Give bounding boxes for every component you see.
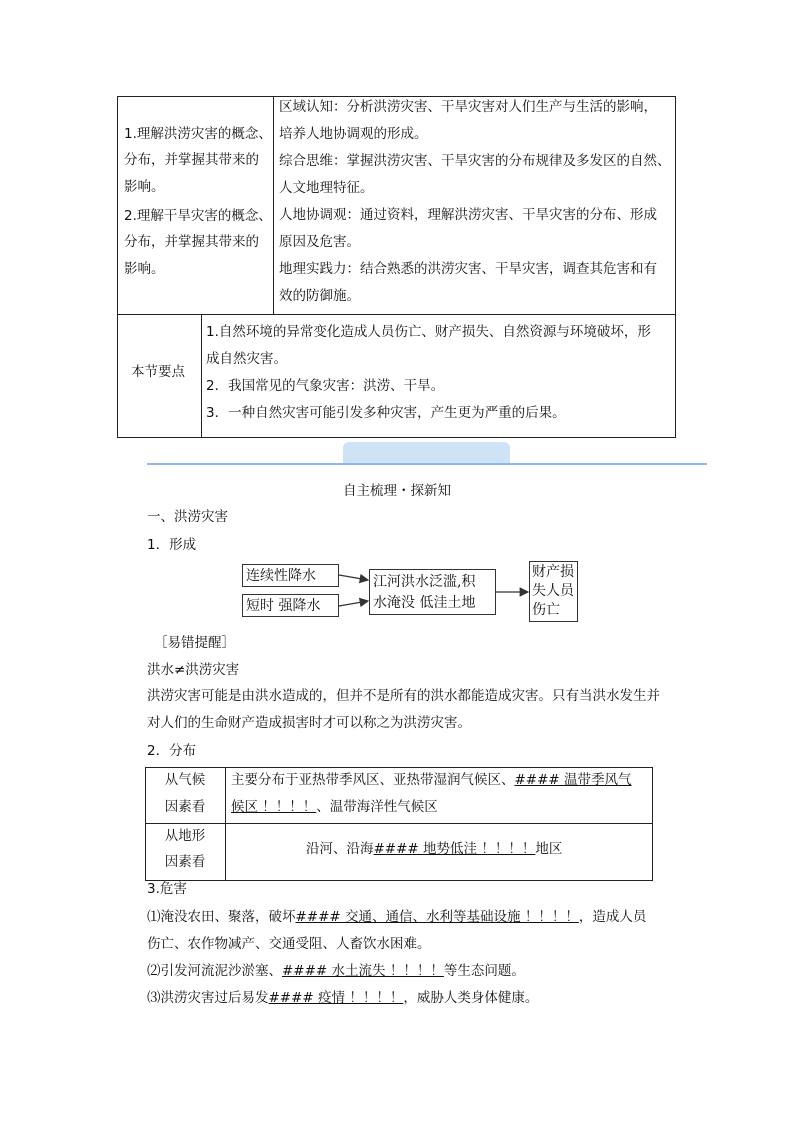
competency-line: 区域认知：分析洪涝灾害、干旱灾害对人们生产与生活的影响， — [279, 99, 657, 115]
flow-box-heavy-rain: 短时 强降水 — [242, 594, 339, 617]
fill-blank: 候区 ！！！！ — [231, 799, 317, 815]
fill-blank: #### 疫情 ！！！！ — [268, 990, 404, 1006]
subheading-harm: 3.危害 — [147, 881, 187, 897]
key-point-line: 成自然灾害。 — [206, 351, 287, 367]
harm-item-1: ⑴淹没农田、聚落，破坏#### 交通、通信、水利等基础设施 ！！！！，造成人员 — [147, 909, 647, 925]
warning-text: 洪涝灾害可能是由洪水造成的，但并不是所有的洪水都能造成灾害。只有当洪水发生并 — [147, 688, 660, 704]
objective-line: 2.理解干旱灾害的概念、 — [124, 208, 272, 224]
flow-box-continuous-rain: 连续性降水 — [242, 564, 339, 587]
table-divider — [145, 823, 653, 824]
fill-blank: #### 地势低洼 ！！！！ — [373, 841, 536, 857]
arrow-right-icon — [339, 601, 368, 606]
section-title: 自主梳理・探新知 — [343, 483, 451, 499]
table-divider — [225, 767, 226, 881]
flow-box-losses: 财产损 失人员 伤亡 — [529, 561, 578, 622]
competency-line: 原因及危害。 — [279, 234, 360, 250]
dist-row2-label: 从地形 — [164, 828, 206, 844]
warning-text: 对人们的生命财产造成损害时才可以称之为洪涝灾害。 — [147, 715, 471, 731]
dist-row1-text: 候区 ！！！！、温带海洋性气候区 — [231, 799, 438, 815]
objective-line: 影响。 — [124, 179, 165, 195]
dist-row1-label: 从气候 — [164, 772, 206, 788]
fill-blank: #### 交通、通信、水利等基础设施 ！！！！ — [295, 909, 579, 925]
warning-title: ［易错提醒］ — [154, 635, 235, 651]
dist-row1-label: 因素看 — [164, 799, 206, 815]
subheading-distribution: 2．分布 — [147, 743, 197, 759]
key-point-line: 2．我国常见的气象灾害：洪涝、干旱。 — [206, 378, 445, 394]
competency-line: 培养人地协调观的形成。 — [279, 126, 428, 142]
key-points-label: 本节要点 — [131, 364, 185, 380]
objective-line: 分布，并掌握其带来的 — [124, 152, 259, 168]
dist-row2-text: 沿河、沿海#### 地势低洼 ！！！！地区 — [306, 841, 563, 857]
objective-line: 1.理解洪涝灾害的概念、 — [124, 126, 272, 142]
warning-subtitle: 洪水≠洪涝灾害 — [147, 662, 240, 678]
objective-line: 分布，并掌握其带来的 — [124, 234, 259, 250]
subheading-formation: 1．形成 — [147, 537, 197, 553]
key-point-line: 1.自然环境的异常变化造成人员伤亡、财产损失、自然资源与环境破坏，形 — [206, 324, 651, 340]
harm-item-1-cont: 伤亡、农作物减产、交通受阻、人畜饮水困难。 — [147, 936, 431, 952]
key-point-line: 3．一种自然灾害可能引发多种灾害，产生更为严重的后果。 — [206, 405, 566, 421]
dist-row2-label: 因素看 — [164, 854, 206, 870]
dist-row1-text: 主要分布于亚热带季风区、亚热带湿润气候区、#### 温带季风气 — [231, 772, 632, 788]
fill-blank: #### 温带季风气 — [514, 772, 632, 788]
objective-line: 影响。 — [124, 261, 165, 277]
competency-line: 综合思维：掌握洪涝灾害、干旱灾害的分布规律及多发区的自然、 — [279, 153, 671, 169]
harm-item-3: ⑶洪涝灾害过后易发#### 疫情 ！！！！，威胁人类身体健康。 — [147, 990, 539, 1006]
competency-line: 地理实践力：结合熟悉的洪涝灾害、干旱灾害，调查其危害和有 — [279, 261, 657, 277]
competency-line: 效的防御施。 — [279, 288, 360, 304]
competency-line: 人文地理特征。 — [279, 180, 374, 196]
harm-item-2: ⑵引发河流泥沙淤塞、#### 水土流失 ！！！！等生态问题。 — [147, 963, 525, 979]
arrow-right-icon — [339, 575, 368, 580]
flow-box-flooding: 江河洪水泛滥,积 水淹没 低洼土地 — [369, 569, 496, 615]
fill-blank: #### 水土流失 ！！！！ — [282, 963, 444, 979]
competency-line: 人地协调观：通过资料，理解洪涝灾害、干旱灾害的分布、形成 — [279, 207, 657, 223]
heading-flood-disaster: 一、洪涝灾害 — [147, 509, 228, 525]
